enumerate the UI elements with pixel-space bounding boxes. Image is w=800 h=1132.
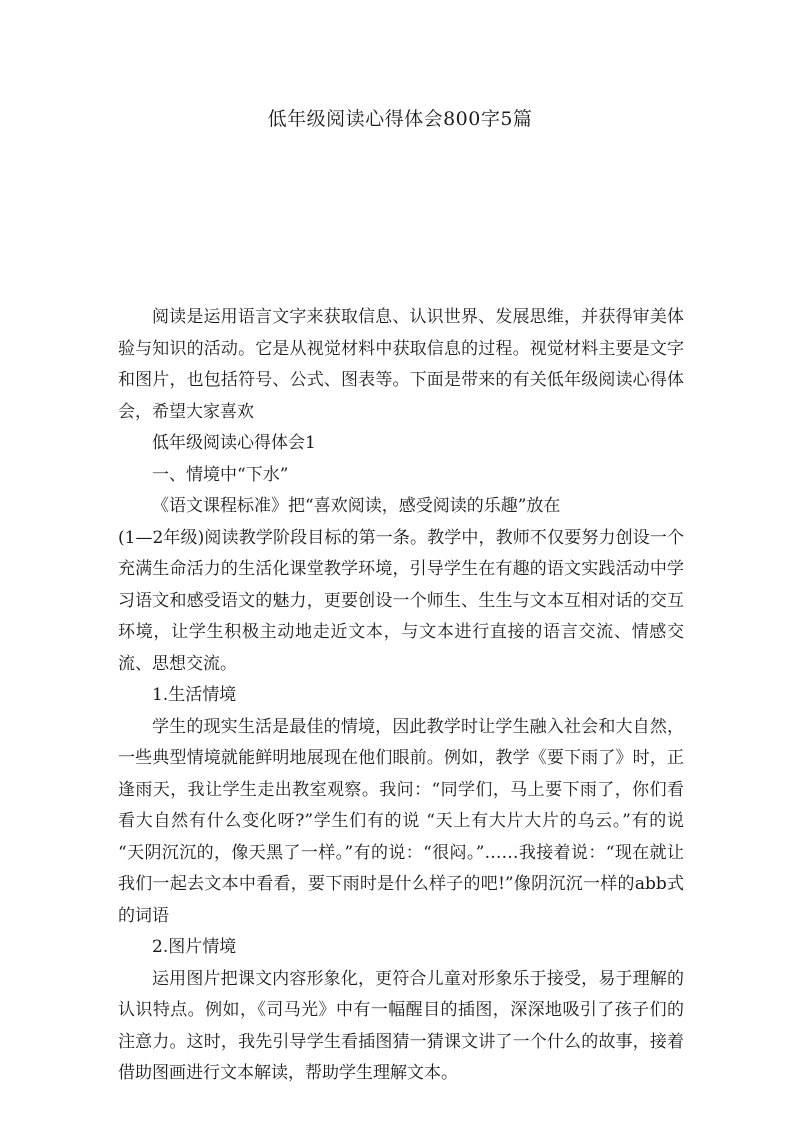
document-title: 低年级阅读心得体会800字5篇	[267, 108, 533, 130]
subsection-heading: 一、情境中“下水”	[152, 464, 289, 485]
list-heading: 1.生活情境	[152, 685, 237, 705]
body-paragraph: 学生的现实生活是最佳的情境，因此教学时让学生融入社会和大自然，一些典型情境就能鲜明地展现在他们眼前。例如，教学《要下雨了》时，正逢雨天，我让学生走出教室观察。我问：“同学们，马上要下雨了，你们看看大自然有什么变化呀?”学生们有的说 “天上有大片大片的乌云。”有的说 “天阴沉沉的，像天黑了一样。”有的说：“很闷。”……我接着说：“现在就让我们一起去文本中看看，要下雨时是什么样子的吧!”像阴沉沉一样的abb式的词语	[118, 716, 684, 926]
body-paragraph: (1—2年级)阅读教学阶段目标的第一条。教学中，教师不仅要努力创设一个充满生命活力的生活化课堂教学环境，引导学生在有趣的语文实践活动中学习语文和感受语文的魅力，更要创设一个师生、生生与文本互相对话的交互环境，让学生积极主动地走近文本，与文本进行直接的语言交流、情感交流、思想交流。	[118, 527, 684, 674]
body-paragraph: 《语文课程标准》把“喜欢阅读，感受阅读的乐趣”放在	[152, 496, 561, 516]
document-body	[118, 302, 684, 1090]
list-heading: 2.图片情境	[152, 937, 237, 957]
section-heading: 低年级阅读心得体会1	[152, 433, 316, 453]
body-paragraph: 运用图片把课文内容形象化，更符合儿童对形象乐于接受，易于理解的认识特点。例如，《司马光》中有一幅醒目的插图，深深地吸引了孩子们的注意力。这时，我先引导学生看插图猜一猜课文讲了一个什么的故事，接着借助图画进行文本解读，帮助学生理解文本。	[118, 968, 684, 1083]
intro-paragraph: 阅读是运用语言文字来获取信息、认识世界、发展思维，并获得审美体验与知识的活动。它是从视觉材料中获取信息的过程。视觉材料主要是文字和图片，也包括符号、公式、图表等。下面是带来的有关低年级阅读心得体会，希望大家喜欢	[118, 307, 684, 422]
